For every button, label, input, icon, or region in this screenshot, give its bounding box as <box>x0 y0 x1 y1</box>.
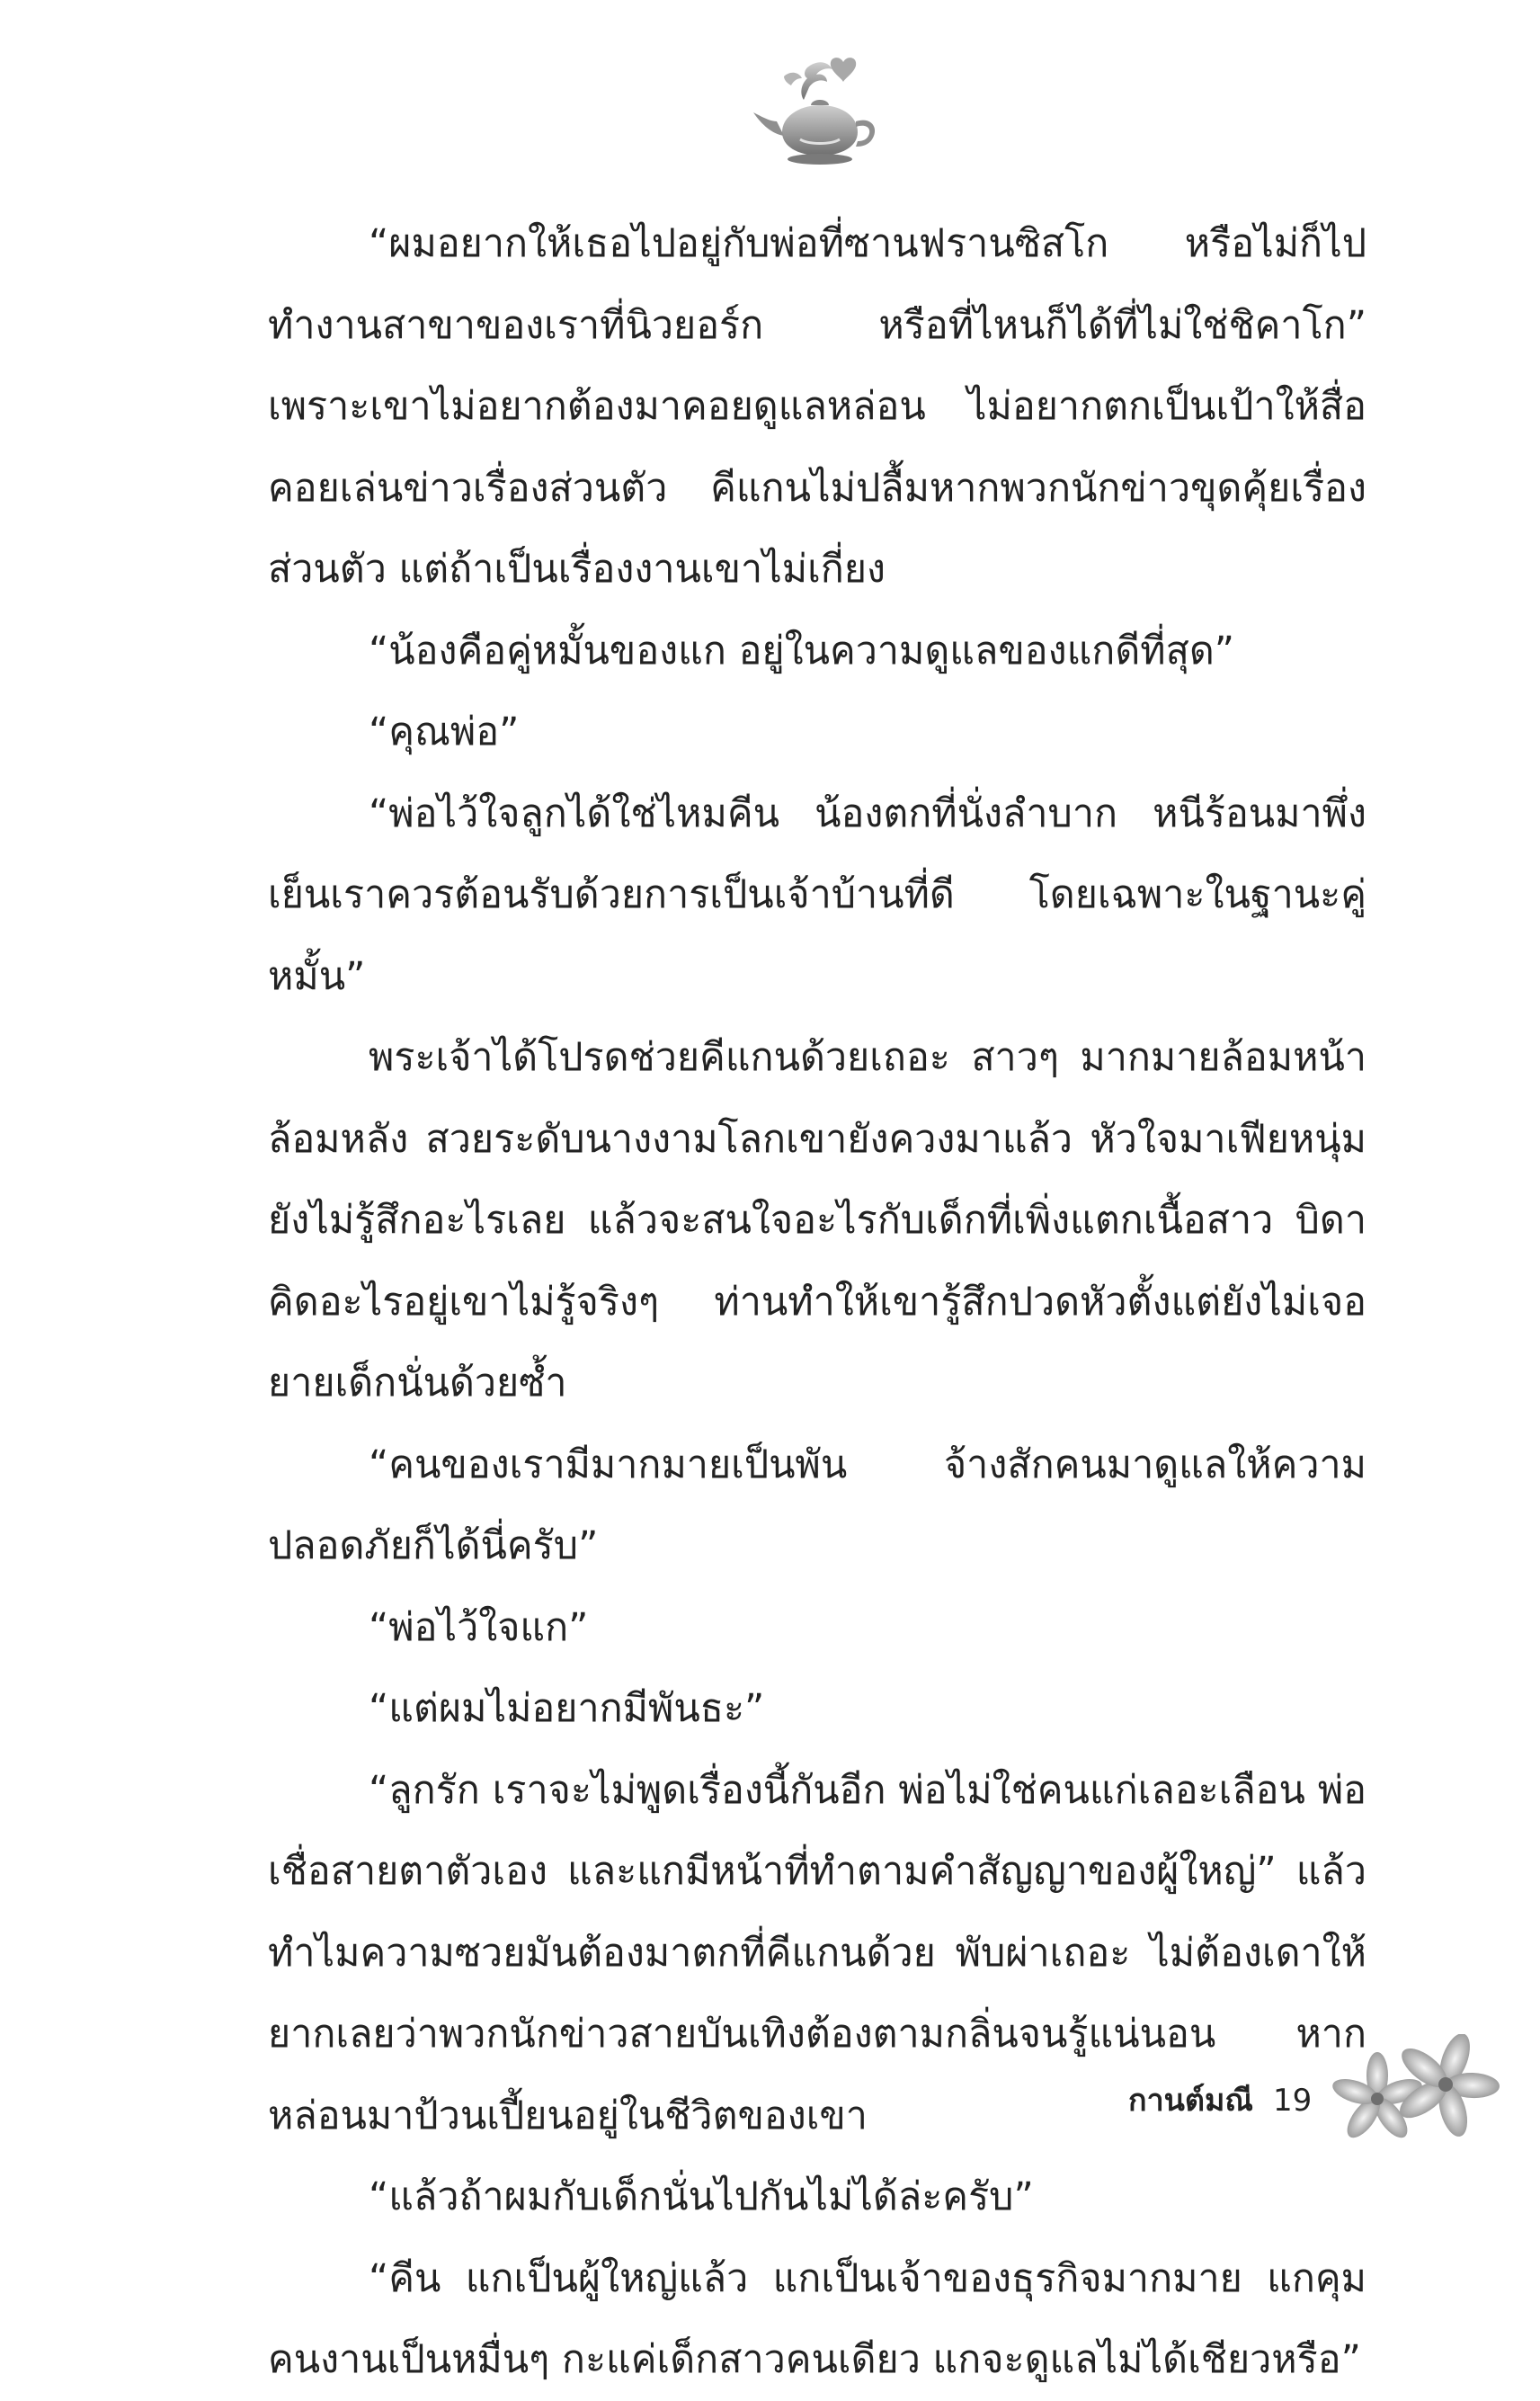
paragraph: พระเจ้าได้โปรดช่วยคีแกนด้วยเถอะ สาวๆ มากมายล้อมหน้าล้อมหลัง สวยระดับนางงามโลกเขายังควงมาแล้ว หัวใจมาเฟียหนุ่มยังไม่รู้สึกอะไรเลย แล้วจะสนใจอะไรกับเด็กที่เพิ่งแตกเนื้อสาว บิดาคิดอะไรอยู่เขาไม่รู้จริงๆ ท่านทำให้เขารู้สึกปวดหัวตั้งแต่ยังไม่เจอยายเด็กนั่นด้วยซ้ำ <box>268 1035 1366 1406</box>
paragraph: “คุณพ่อ” <box>369 710 520 754</box>
paragraph: “น้องคือคู่หมั้นของแก อยู่ในความดูแลของแกดีที่สุด” <box>369 628 1235 674</box>
chapter-body <box>268 203 1366 2401</box>
paragraph: “คนของเรามีมากมายเป็นพัน จ้างสักคนมาดูแลให้ความปลอดภัยก็ได้นี่ครับ” <box>268 1441 1366 1568</box>
cupid-teapot-icon <box>737 49 890 184</box>
page-number: 19 <box>1272 2083 1313 2119</box>
paragraph: “พ่อไว้ใจลูกได้ใช่ไหมคีน น้องตกที่นั่งลำบาก หนีร้อนมาพึ่งเย็นเราควรต้อนรับด้วยการเป็นเจ้าบ้านที่ดี โดยเฉพาะในฐานะคู่หมั้น” <box>268 790 1366 999</box>
paragraph: “พ่อไว้ใจแก” <box>369 1604 589 1650</box>
paragraph: “คีน แกเป็นผู้ใหญ่แล้ว แกเป็นเจ้าของธุรกิจมากมาย แกคุมคนงานเป็นหมื่นๆ กะแค่เด็กสาวคนเดียว แกจะดูแลไม่ได้เชียวหรือ” <box>268 2255 1366 2382</box>
flower-cluster-icon <box>1322 2034 1501 2151</box>
running-footer <box>1128 2075 1312 2124</box>
paragraph: “แล้วถ้าผมกับเด็กนั่นไปกันไม่ได้ล่ะครับ” <box>369 2174 1034 2219</box>
paragraph: “ผมอยากให้เธอไปอยู่กับพ่อที่ซานฟรานซิสโก หรือไม่ก็ไปทำงานสาขาของเราที่นิวยอร์ก หรือที่ไหนก็ได้ที่ไม่ใช่ชิคาโก” เพราะเขาไม่อยากต้องมาคอยดูแลหล่อน ไม่อยากตกเป็นเป้าให้สื่อคอยเล่นข่าวเรื่องส่วนตัว คีแกนไม่ปลื้มหากพวกนักข่าวขุดคุ้ยเรื่องส่วนตัว แต่ถ้าเป็นเรื่องงานเขาไม่เกี่ยง <box>268 221 1366 592</box>
paragraph: “แต่ผมไม่อยากมีพันธะ” <box>369 1686 765 1731</box>
book-title: กานต์มณี <box>1128 2083 1253 2119</box>
paragraph: “ลูกรัก เราจะไม่พูดเรื่องนี้กันอีก พ่อไม่ใช่คนแก่เลอะเลือน พ่อเชื่อสายตาตัวเอง และแกมีหน้าที่ทำตามคำสัญญาของผู้ใหญ่” แล้วทำไมความซวยมันต้องมาตกที่คีแกนด้วย พับผ่าเถอะ ไม่ต้องเดาให้ยากเลยว่าพวกนักข่าวสายบันเทิงต้องตามกลิ่นจนรู้แน่นอน หากหล่อนมาป้วนเปี้ยนอยู่ในชีวิตของเขา <box>268 1767 1366 2138</box>
